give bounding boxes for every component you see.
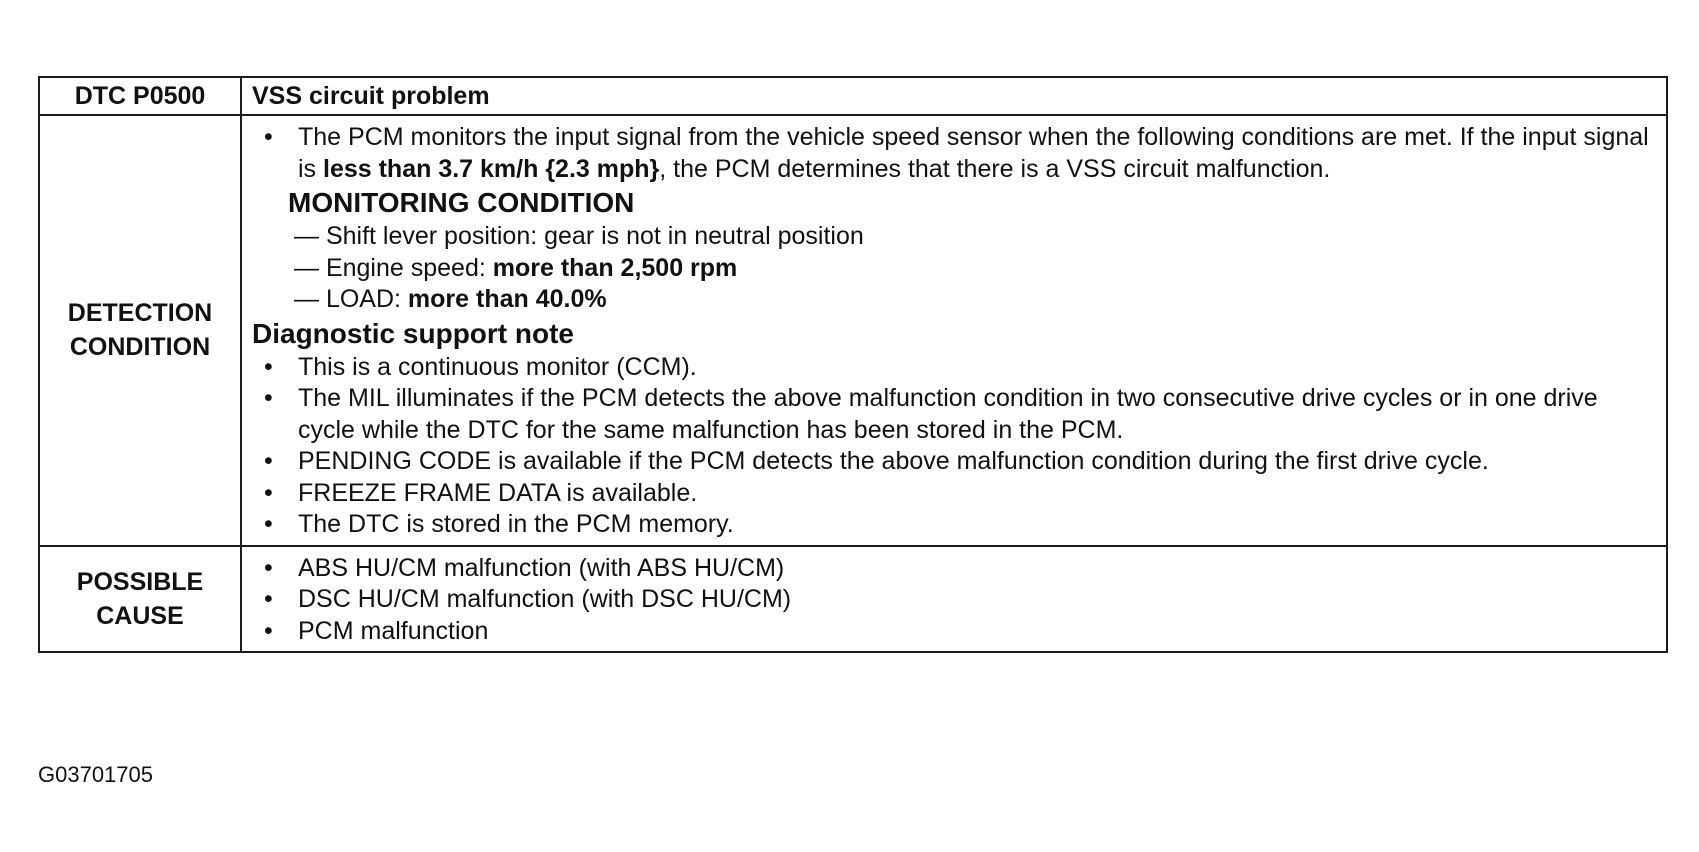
intro-text-b: , the PCM determines that there is a VSS circuit malfunction. [659, 154, 1331, 183]
monitoring-heading: MONITORING CONDITION [288, 187, 635, 218]
dtc-table [38, 76, 1668, 653]
detection-intro [252, 122, 1656, 185]
note-item: • PENDING CODE is available if the PCM detects the above malfunction condition during the first drive cycle. [252, 446, 1656, 478]
cause-item: • ABS HU/CM malfunction (with ABS HU/CM) [252, 553, 1656, 585]
condition-text: — LOAD: [294, 285, 408, 313]
intro-threshold: less than 3.7 km/h {2.3 mph} [323, 154, 660, 183]
condition-value: more than 40.0% [407, 285, 607, 313]
possible-cause-label [39, 546, 241, 653]
dtc-title: VSS circuit problem [241, 77, 1667, 115]
detection-label-line1: DETECTION [67, 299, 213, 328]
intro-text-a: The PCM monitors the input signal from the vehicle speed sensor when the following conditions are met. If the input signal is [298, 123, 1649, 183]
possible-cause-label-line2: CAUSE [96, 601, 184, 630]
detection-label-line2: CONDITION [69, 333, 211, 362]
condition-item [252, 221, 1656, 253]
condition-item [252, 253, 1656, 285]
cause-item: • PCM malfunction [252, 616, 1656, 648]
condition-value: more than 2,500 rpm [492, 253, 738, 282]
cause-item: • DSC HU/CM malfunction (with DSC HU/CM) [252, 584, 1656, 616]
condition-text: — Engine speed: [294, 253, 493, 282]
detection-label [39, 115, 241, 546]
possible-cause-row [39, 546, 1667, 653]
note-item: • The DTC is stored in the PCM memory. [252, 509, 1656, 541]
note-item: • This is a continuous monitor (CCM). [252, 352, 1656, 384]
possible-cause-content [241, 546, 1667, 653]
dtc-code: DTC P0500 [39, 77, 241, 115]
detection-content [241, 115, 1667, 546]
support-heading: Diagnostic support note [252, 317, 574, 349]
note-item: • FREEZE FRAME DATA is available. [252, 478, 1656, 510]
detection-row [39, 115, 1667, 546]
possible-cause-label-line1: POSSIBLE [76, 567, 204, 596]
note-item: • The MIL illuminates if the PCM detects the above malfunction condition in two consecutive drive cycles or in one drive cycle while the DTC for the same malfunction has been stored in the PCM. [252, 383, 1656, 446]
figure-id: G03701705 [38, 762, 153, 787]
header-row [39, 77, 1667, 115]
condition-text: — Shift lever position: gear is not in neutral position [294, 222, 864, 250]
condition-item [252, 284, 1656, 316]
